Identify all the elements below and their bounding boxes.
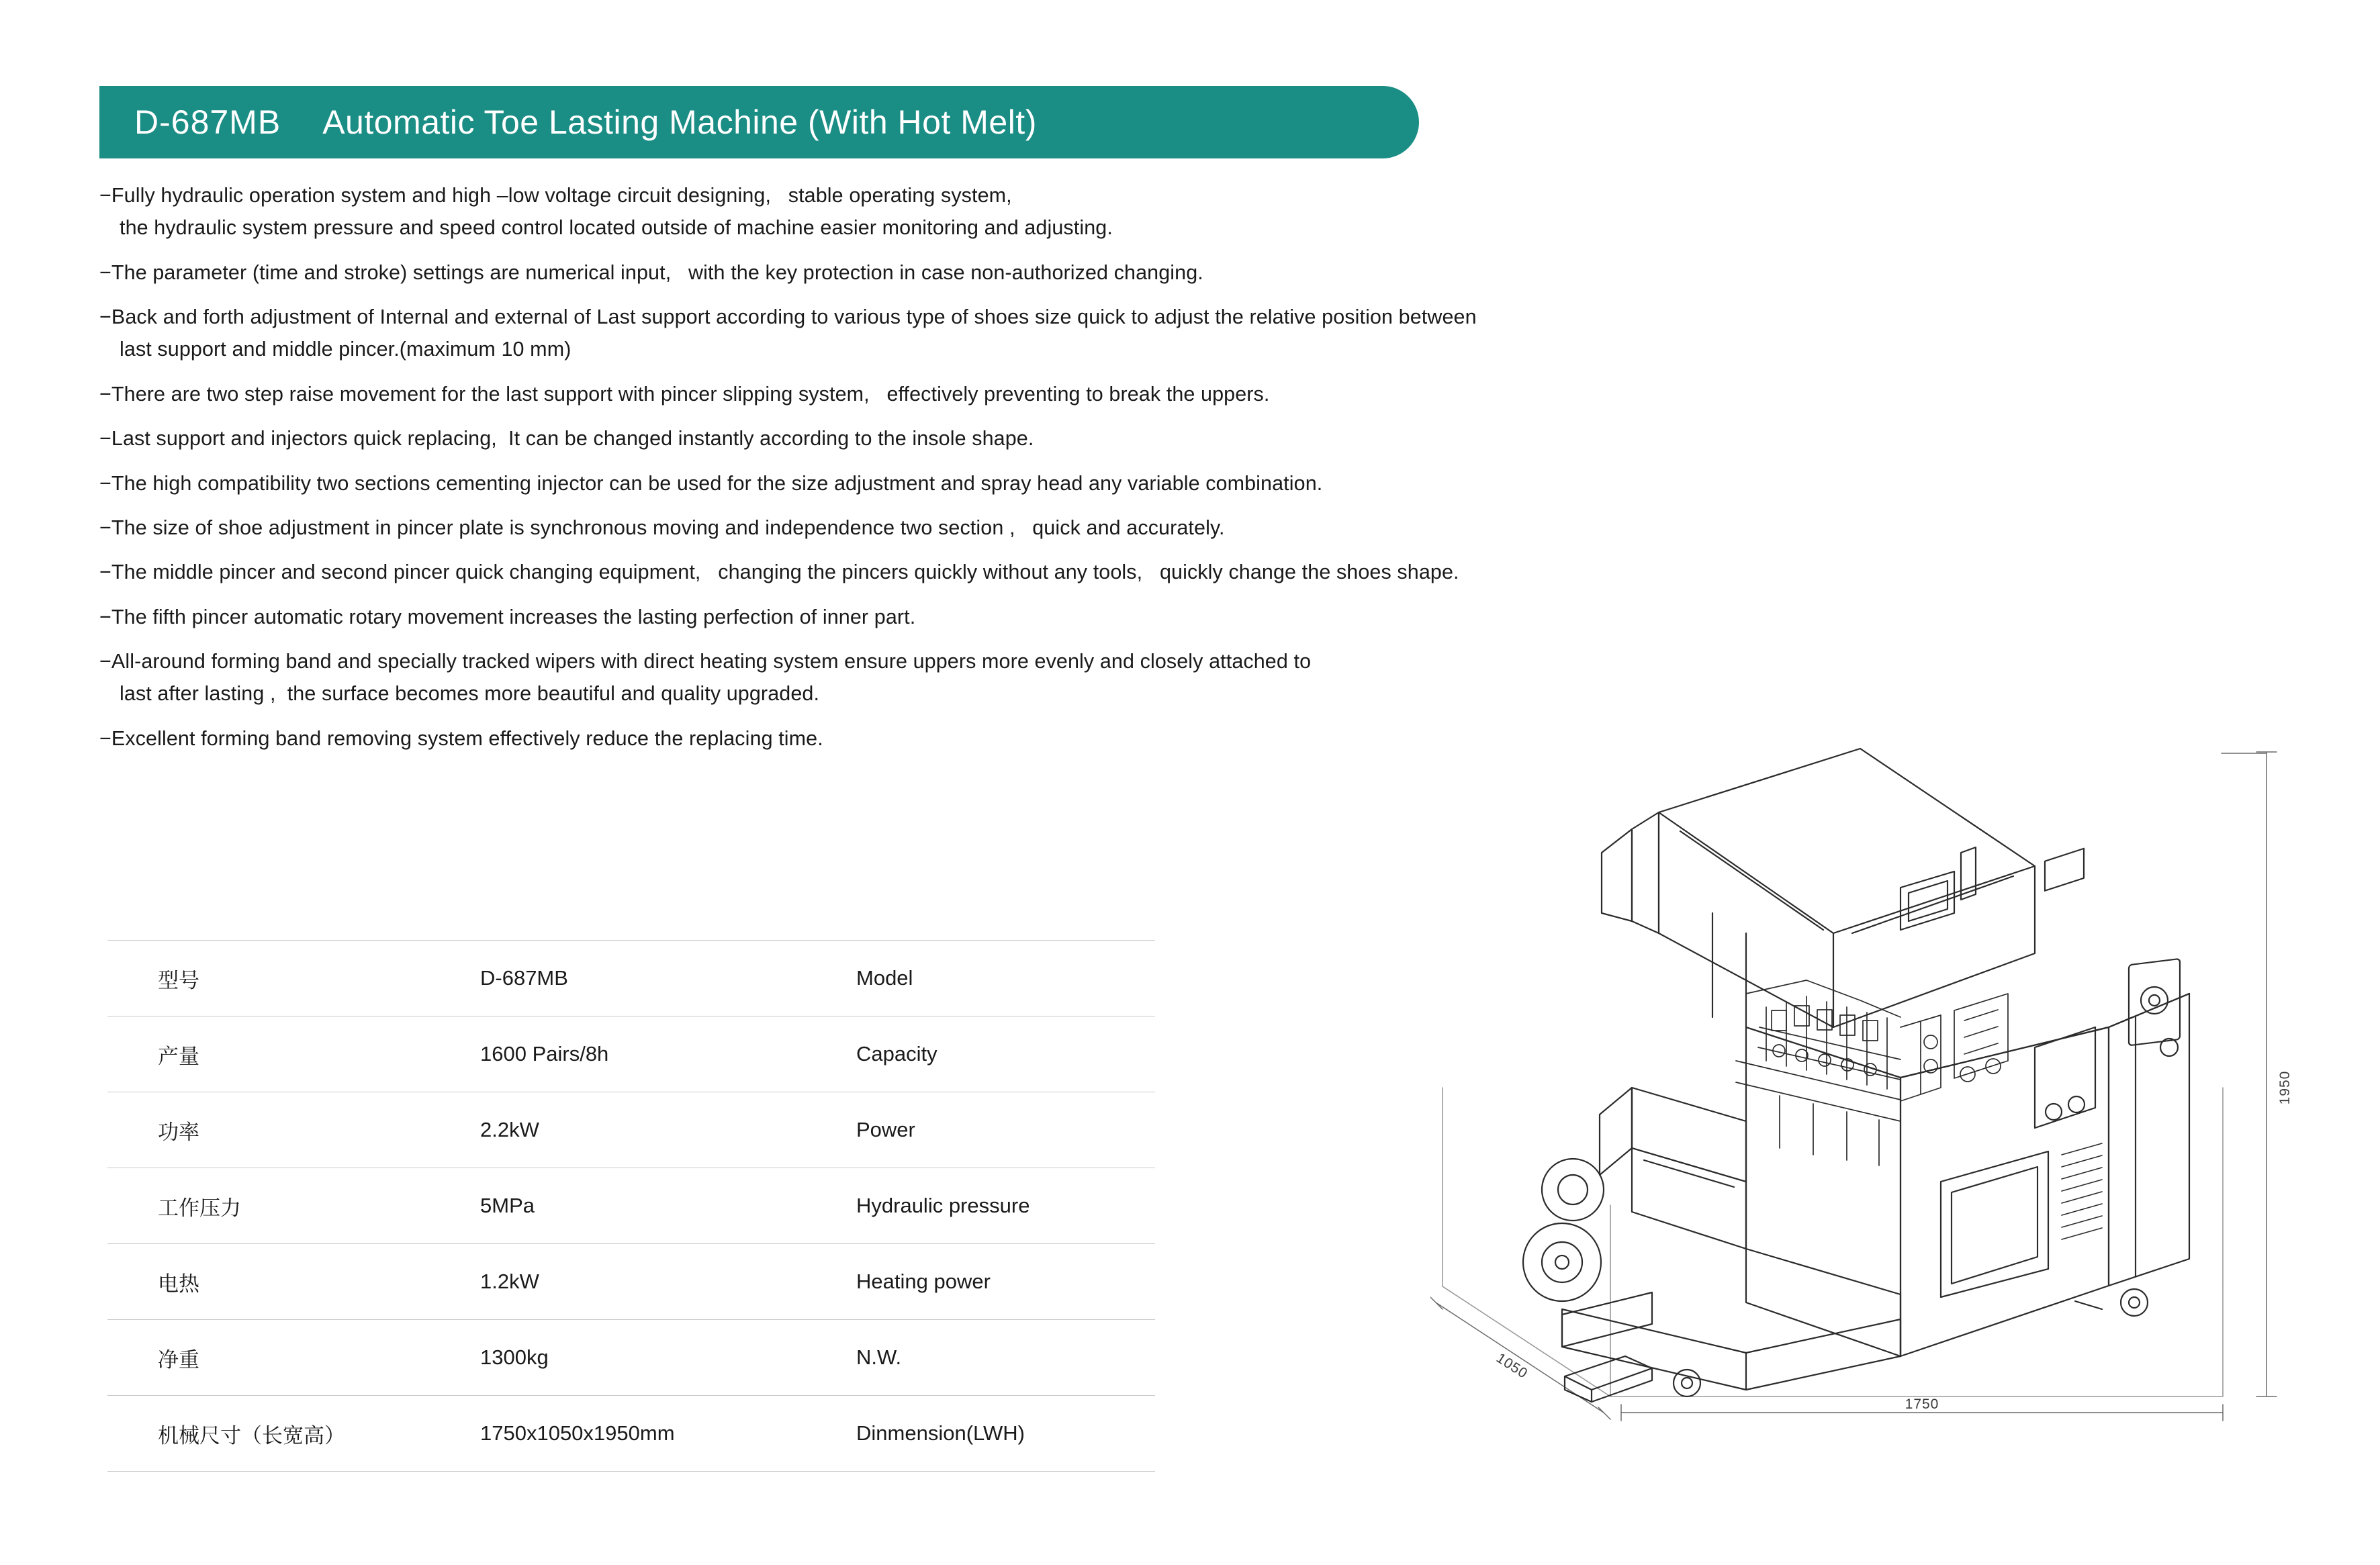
spec-label-en: Heating power [856,1244,1155,1320]
header-model-number: D-687MB [134,103,281,141]
feature-line: −The fifth pincer automatic rotary movement increases the lasting perfection of inner part. [99,605,916,628]
feature-line: −The size of shoe adjustment in pincer plate is synchronous moving and independence two section , quick and accurately. [99,516,1225,539]
spec-value: 1600 Pairs/8h [480,1016,856,1092]
page-header-banner [99,86,1419,158]
feature-line: −There are two step raise movement for the last support with pincer slipping system, effectively preventing to break the uppers. [99,382,1270,406]
feature-line: −Fully hydraulic operation system and high –low voltage circuit designing, stable operating system, [99,184,1012,207]
spec-label-en: Capacity [856,1016,1155,1092]
spec-label-cn: 工作压力 [107,1168,480,1244]
spec-label-en: N.W. [856,1320,1155,1396]
feature-line: −Last support and injectors quick replacing, It can be changed instantly according to the insole shape. [99,427,1034,450]
spec-value: D-687MB [480,941,856,1016]
table-row [107,1168,1155,1244]
specification-table [107,940,1155,1472]
page-title: Automatic Toe Lasting Machine (With Hot Melt) [322,103,1037,141]
spec-label-en: Model [856,941,1155,1016]
feature-list [99,180,1926,767]
spec-label-en: Power [856,1092,1155,1168]
spec-label-cn: 净重 [107,1320,480,1396]
spec-value: 1750x1050x1950mm [480,1396,856,1472]
spec-label-cn: 型号 [107,941,480,1016]
table-row [107,1320,1155,1396]
feature-line: the hydraulic system pressure and speed control located outside of machine easier monitoring and adjusting. [120,216,1113,240]
table-row [107,1016,1155,1092]
dimension-label-width: 1750 [1905,1396,1939,1412]
table-row [107,941,1155,1016]
spec-label-en: Dinmension(LWH) [856,1396,1155,1472]
spec-value: 5MPa [480,1168,856,1244]
spec-label-cn: 电热 [107,1244,480,1320]
feature-line: −All-around forming band and specially tracked wipers with direct heating system ensure uppers more evenly and closely attached to [99,649,1312,673]
feature-line: −The high compatibility two sections cementing injector can be used for the size adjustment and spray head any variable combination. [99,471,1323,495]
spec-value: 1.2kW [480,1244,856,1320]
table-row [107,1244,1155,1320]
feature-line: −Excellent forming band removing system effectively reduce the replacing time. [99,726,823,750]
feature-line: −The parameter (time and stroke) settings are numerical input, with the key protection in case non-authorized changing. [99,260,1203,284]
table-row [107,1092,1155,1168]
feature-line: last after lasting , the surface becomes more beautiful and quality upgraded. [120,682,820,706]
dimension-label-depth: 1050 [1494,1350,1531,1382]
feature-line: −Back and forth adjustment of Internal and external of Last support according to various type of shoes size quick to adjust the relative position between [99,305,1477,329]
spec-label-cn: 机械尺寸（长宽高） [107,1396,480,1472]
dimension-label-height: 1950 [2277,1070,2293,1105]
feature-line: −The middle pincer and second pincer quick changing equipment, changing the pincers quickly without any tools, quickly change the shoes shape. [99,561,1459,584]
spec-label-en: Hydraulic pressure [856,1168,1155,1244]
machine-illustration [1430,712,2317,1443]
table-row [107,1396,1155,1472]
spec-label-cn: 功率 [107,1092,480,1168]
spec-value: 2.2kW [480,1092,856,1168]
spec-value: 1300kg [480,1320,856,1396]
feature-line: last support and middle pincer.(maximum 10 mm) [120,338,571,361]
spec-label-cn: 产量 [107,1016,480,1092]
